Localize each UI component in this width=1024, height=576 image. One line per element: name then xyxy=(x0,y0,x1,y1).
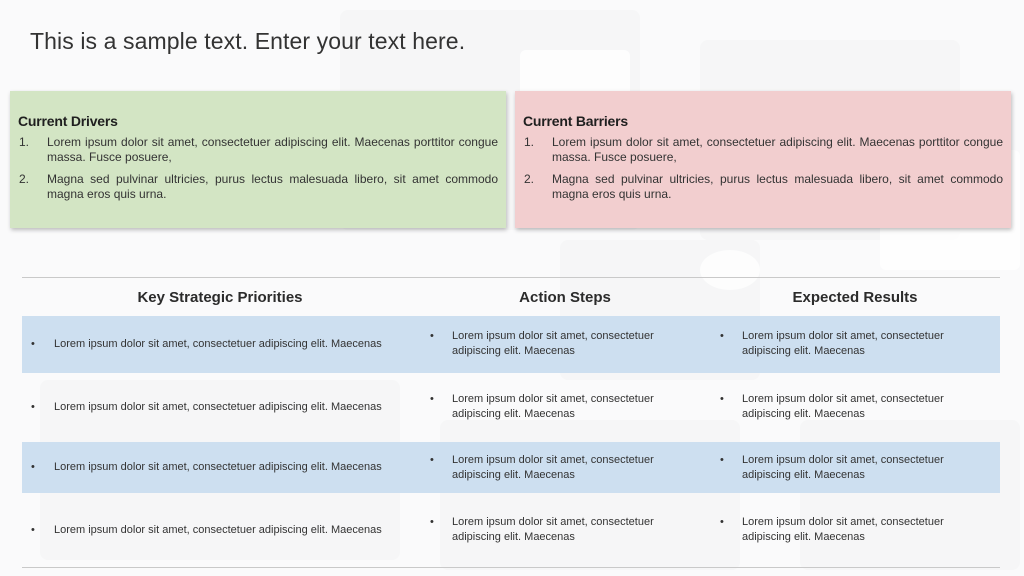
result-text-line: Lorem ipsum dolor sit amet, consectetuer xyxy=(742,516,944,528)
action-cell xyxy=(430,515,654,545)
table-row xyxy=(22,500,1000,562)
bullet: • xyxy=(430,516,434,528)
bullet: • xyxy=(31,524,35,536)
action-text-line: adipiscing elit. Maecenas xyxy=(452,469,575,481)
table-top-divider xyxy=(22,277,1000,278)
result-text-line: adipiscing elit. Maecenas xyxy=(742,345,865,357)
bullet: • xyxy=(430,393,434,405)
list-number: 2. xyxy=(19,172,30,186)
result-text-line: Lorem ipsum dolor sit amet, consectetuer xyxy=(742,393,944,405)
action-text-line: Lorem ipsum dolor sit amet, consectetuer xyxy=(452,330,654,342)
action-text-line: Lorem ipsum dolor sit amet, consectetuer xyxy=(452,516,654,528)
barriers-heading: Current Barriers xyxy=(523,113,628,129)
table-row xyxy=(22,316,1000,373)
list-item xyxy=(18,135,498,165)
bullet: • xyxy=(720,454,724,466)
priority-text: Lorem ipsum dolor sit amet, consectetuer adipiscing elit. Maecenas xyxy=(54,401,382,413)
priority-text: Lorem ipsum dolor sit amet, consectetuer adipiscing elit. Maecenas xyxy=(54,524,382,536)
bullet: • xyxy=(720,330,724,342)
bullet: • xyxy=(31,401,35,413)
drivers-list xyxy=(18,135,498,202)
action-cell xyxy=(430,392,654,422)
action-text-line: adipiscing elit. Maecenas xyxy=(452,531,575,543)
result-cell xyxy=(720,392,944,422)
result-cell xyxy=(720,329,944,359)
bullet: • xyxy=(720,393,724,405)
drivers-heading: Current Drivers xyxy=(18,113,118,129)
list-item xyxy=(523,172,1003,202)
result-text-line: adipiscing elit. Maecenas xyxy=(742,531,865,543)
page-title: This is a sample text. Enter your text here. xyxy=(30,28,466,54)
current-barriers-card xyxy=(515,91,1011,228)
priority-text: Lorem ipsum dolor sit amet, consectetuer adipiscing elit. Maecenas xyxy=(54,461,382,473)
result-text-line: Lorem ipsum dolor sit amet, consectetuer xyxy=(742,330,944,342)
current-drivers-card xyxy=(10,91,506,228)
bullet: • xyxy=(430,330,434,342)
bullet: • xyxy=(430,454,434,466)
barriers-list xyxy=(523,135,1003,202)
list-item-text: Lorem ipsum dolor sit amet, consectetuer adipiscing elit. Maecenas porttitor congue massa. Fusce posuere, xyxy=(552,135,1003,164)
header-expected-results: Expected Results xyxy=(792,289,918,306)
list-item-text: Magna sed pulvinar ultricies, purus lectus malesuada libero, sit amet commodo magna eros quis urna. xyxy=(47,172,498,201)
result-text-line: Lorem ipsum dolor sit amet, consectetuer xyxy=(742,454,944,466)
result-cell xyxy=(720,515,944,545)
header-action-steps: Action Steps xyxy=(519,289,611,306)
action-text-line: Lorem ipsum dolor sit amet, consectetuer xyxy=(452,393,654,405)
bullet: • xyxy=(31,338,35,350)
list-item xyxy=(18,172,498,202)
list-number: 2. xyxy=(524,172,535,186)
list-number: 1. xyxy=(524,135,535,149)
priority-text: Lorem ipsum dolor sit amet, consectetuer adipiscing elit. Maecenas xyxy=(54,338,382,350)
list-item xyxy=(523,135,1003,165)
bullet: • xyxy=(31,461,35,473)
priority-cell xyxy=(31,337,382,352)
action-text-line: adipiscing elit. Maecenas xyxy=(452,408,575,420)
table-row xyxy=(22,378,1000,438)
action-text-line: Lorem ipsum dolor sit amet, consectetuer xyxy=(452,454,654,466)
header-key-strategic-priorities: Key Strategic Priorities xyxy=(137,289,303,306)
list-number: 1. xyxy=(19,135,30,149)
action-text-line: adipiscing elit. Maecenas xyxy=(452,345,575,357)
table-bottom-divider xyxy=(22,567,1000,568)
action-cell xyxy=(430,453,654,483)
action-cell xyxy=(430,329,654,359)
priority-cell xyxy=(31,400,382,415)
result-text-line: adipiscing elit. Maecenas xyxy=(742,408,865,420)
table-row xyxy=(22,442,1000,493)
priority-cell xyxy=(31,523,382,538)
result-text-line: adipiscing elit. Maecenas xyxy=(742,469,865,481)
list-item-text: Lorem ipsum dolor sit amet, consectetuer adipiscing elit. Maecenas porttitor congue massa. Fusce posuere, xyxy=(47,135,498,164)
list-item-text: Magna sed pulvinar ultricies, purus lectus malesuada libero, sit amet commodo magna eros quis urna. xyxy=(552,172,1003,201)
bullet: • xyxy=(720,516,724,528)
result-cell xyxy=(720,453,944,483)
priority-cell xyxy=(31,460,382,475)
